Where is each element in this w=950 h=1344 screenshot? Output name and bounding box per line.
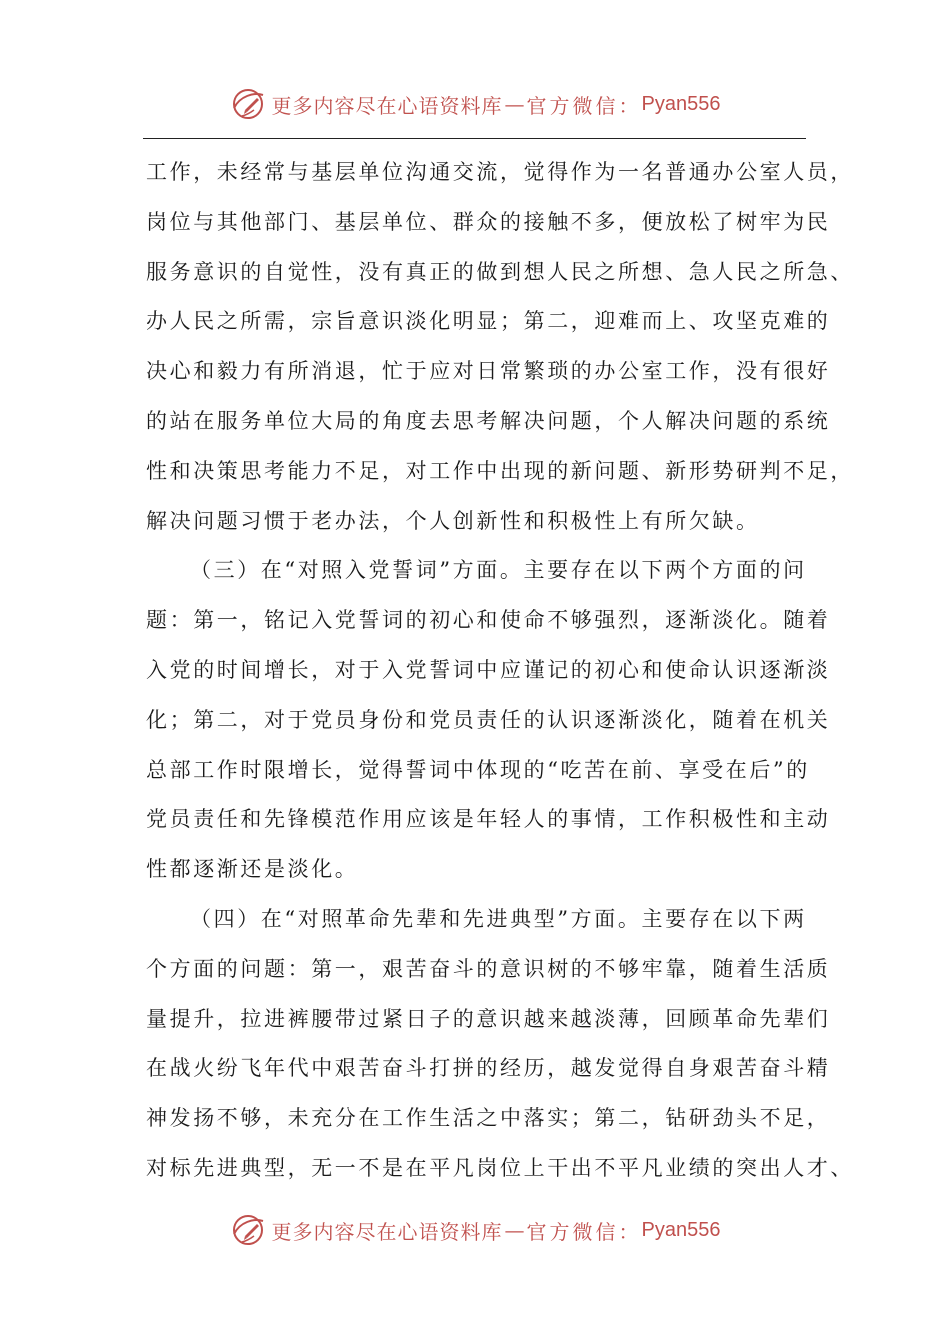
text-line: 工作，未经常与基层单位沟通交流，觉得作为一名普通办公室人员， — [146, 160, 854, 184]
text-line: 神发扬不够，未充分在工作生活之中落实；第二，钻研劲头不足， — [146, 1106, 831, 1131]
text-line: 解决问题习惯于老办法，个人创新性和积极性上有所欠缺。 — [146, 508, 760, 533]
text-line: 入党的时间增长，对于入党誓词中应谨记的初心和使命认识逐渐淡 — [146, 657, 831, 682]
text-line: 题：第一，铭记入党誓词的初心和使命不够强烈，逐渐淡化。随着 — [146, 608, 831, 633]
text-line: 量提升，拉进裤腰带过紧日子的意识越来越淡薄，回顾革命先辈们 — [146, 1006, 831, 1031]
header-divider — [143, 138, 806, 139]
header-wechat-id: Pyan556 — [641, 92, 721, 115]
footer-banner — [0, 1208, 950, 1252]
text-line: （三）在“对照入党誓词”方面。主要存在以下两个方面的问 — [190, 558, 807, 583]
text-line: 岗位与其他部门、基层单位、群众的接触不多，便放松了树牢为民 — [146, 209, 831, 234]
text-line: （四）在“对照革命先辈和先进典型”方面。主要存在以下两 — [190, 906, 807, 931]
document-body — [146, 154, 854, 1200]
header-brand: 更多内容尽在心语资料库 — [271, 93, 503, 118]
header-banner — [0, 82, 950, 126]
footer-wechat-id: Pyan556 — [641, 1218, 721, 1241]
pen-circle-icon — [230, 1212, 266, 1248]
footer-wechat-label: 官方微信： — [526, 1219, 642, 1244]
text-line: 性都逐渐还是淡化。 — [146, 857, 359, 882]
header-wechat-label: 官方微信： — [526, 93, 642, 118]
footer-dash: — — [504, 1218, 525, 1242]
text-line: 决心和毅力有所消退，忙于应对日常繁琐的办公室工作，没有很好 — [146, 359, 831, 384]
text-line: 总部工作时限增长，觉得誓词中体现的“吃苦在前、享受在后”的 — [146, 757, 810, 782]
text-line: 化；第二，对于党员身份和党员责任的认识逐渐淡化，随着在机关 — [146, 707, 831, 732]
text-line: 服务意识的自觉性，没有真正的做到想人民之所想、急人民之所急、 — [146, 259, 854, 284]
header-dash: — — [504, 92, 525, 116]
text-line: 办人民之所需，宗旨意识淡化明显；第二，迎难而上、攻坚克难的 — [146, 309, 831, 334]
pen-circle-icon — [230, 86, 266, 122]
text-line: 在战火纷飞年代中艰苦奋斗打拼的经历，越发觉得自身艰苦奋斗精 — [146, 1056, 831, 1081]
text-line: 对标先进典型，无一不是在平凡岗位上干出不平凡业绩的突出人才、 — [146, 1155, 854, 1180]
footer-banner-text — [272, 1216, 721, 1245]
text-line: 的站在服务单位大局的角度去思考解决问题，个人解决问题的系统 — [146, 408, 831, 433]
text-line: 党员责任和先锋模范作用应该是年轻人的事情，工作积极性和主动 — [146, 807, 831, 832]
text-line: 个方面的问题：第一，艰苦奋斗的意识树的不够牢靠，随着生活质 — [146, 956, 831, 981]
text-line: 性和决策思考能力不足，对工作中出现的新问题、新形势研判不足， — [146, 458, 854, 483]
footer-brand: 更多内容尽在心语资料库 — [271, 1219, 503, 1244]
header-banner-text — [272, 90, 721, 119]
